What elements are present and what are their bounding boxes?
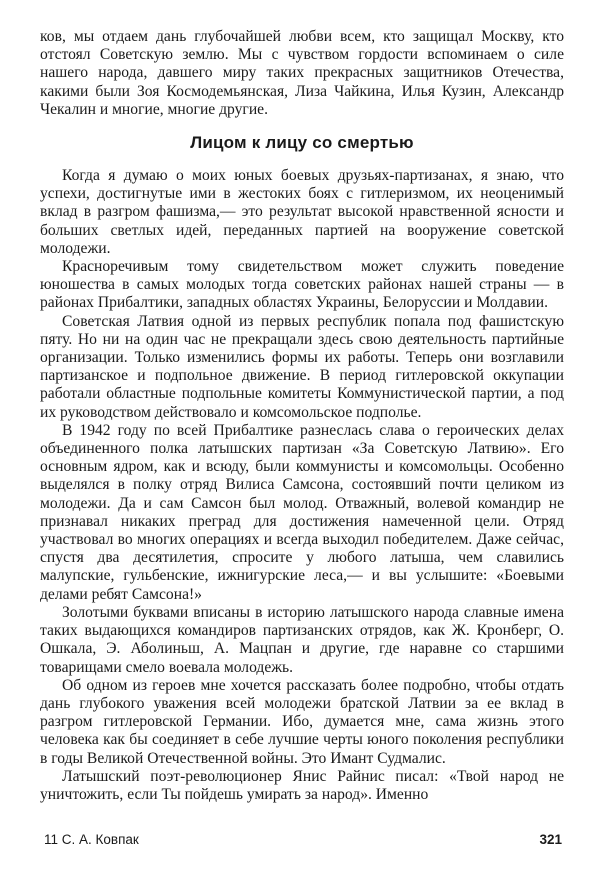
paragraph-continuation: ков, мы отдаем дань глубочайшей любви всем, кто защищал Москву, кто отстоял Советскую землю. Мы с чувством гордости вспоминаем о силе нашего народа, давшего миру таких прекрасных защитников Отечества, какими были Зоя Космодемьянская, Лиза Чайкина, Илья Кузин, Александр Чекалин и многие, многие другие. [40, 28, 564, 118]
signature-mark: 11 С. А. Ковпак [44, 832, 139, 847]
section-heading: Лицом к лицу со смертью [190, 133, 414, 153]
page-number: 321 [539, 832, 562, 847]
paragraph: Об одном из героев мне хочется рассказать более подробно, чтобы отдать дань глубокого уважения всей молодежи братской Латвии за ее вклад в разгром гитлеровской Германии. Ибо, думается мне, сама жизнь этого человека как бы соединяет в себе лучшие черты юного поколения республики в годы Великой Отечественной войны. Это Имант Судмалис. [40, 676, 564, 767]
paragraph: Золотыми буквами вписаны в историю латышского народа славные имена таких выдающихся командиров партизанских отрядов, как Ж. Кронберг, О. Ошкала, Э. Аболиньш, А. Мацпан и другие, где наравне со старшими товарищами смело воевала молодежь. [40, 603, 564, 676]
paragraph: В 1942 году по всей Прибалтике разнеслась слава о героических делах объединенного полка латышских партизан «За Советскую Латвию». Его основным ядром, как и всюду, были коммунисты и комсомольцы. Особенно выделялся в полку отряд Вилиса Самсона, состоявший почти целиком из молодежи. Да и сам Самсон был молод. Отважный, волевой командир не признавал никаких преград для достижения намеченной цели. Отряд участвовал во многих операциях и всегда выходил победителем. Даже сейчас, спустя два десятилетия, спросите у любого латыша, чем славились малупские, гульбенские, ижнигурские леса,— и вы услышите: «Боевыми делами ребят Самсона!» [40, 421, 564, 603]
paragraph: Когда я думаю о моих юных боевых друзьях-партизанах, я знаю, что успехи, достигнутые ими в жестоких боях с гитлеризмом, их неоценимый вклад в разгром фашизма,— это результат высокой нравственной ясности и больших светлых идей, переданных партией на вооружение советской молодежи. [40, 167, 564, 257]
book-page [40, 28, 564, 868]
paragraph: Латышский поэт-революционер Янис Райнис писал: «Твой народ не уничтожить, если Ты пойдешь умирать за народ». Именно [40, 767, 564, 803]
paragraph: Красноречивым тому свидетельством может служить поведение юношества в самых молодых тогда советских районах нашей страны — в районах Прибалтики, западных областях Украины, Белоруссии и Молдавии. [40, 258, 564, 312]
paragraph: Советская Латвия одной из первых республик попала под фашистскую пяту. Но ни на один час не прекращали здесь свою деятельность партийные организации. Только изменились формы их работы. Теперь они возглавили партизанское и подпольное движение. В период гитлеровской оккупации работали областные подпольные комитеты Коммунистической партии, а под их руководством действовало и комсомольское подполье. [40, 312, 564, 421]
